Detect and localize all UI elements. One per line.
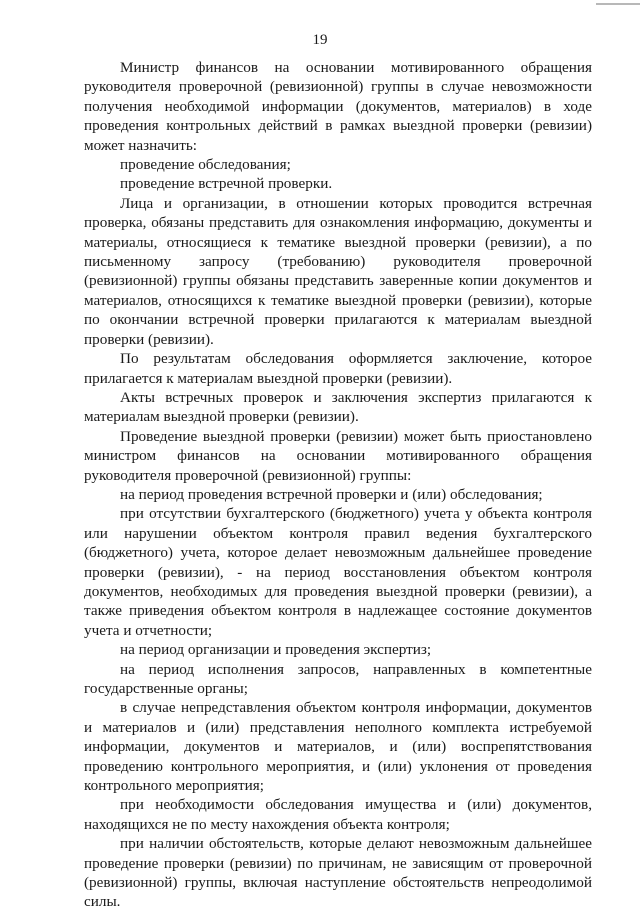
- document-body: [84, 58, 592, 912]
- list-item-suspension-property: при необходимости обследования имущества и (или) документов, находящихся не по месту нахождения объекта контроля;: [84, 796, 592, 833]
- list-item-suspension-expertise: на период организации и проведения экспертиз;: [120, 641, 432, 659]
- list-item-suspension-nondisclosure: в случае непредставления объектом контроля информации, документов и материалов и (или) представления неполного комплекта истребуемой информации, документов и материалов, и (или) воспрепятствования проведению контрольного мероприятия, и (или) уклонения от проведения контрольного мероприятия;: [84, 699, 592, 795]
- page-number: 19: [312, 32, 328, 48]
- paragraph-persons-obliged: Лица и организации, в отношении которых проводится встречная проверка, обязаны представить для ознакомления информацию, документы и материалы, относящиеся к тематике выездной проверки (ревизии), а по письменному запросу (требованию) руководителя проверочной (ревизионной) группы обязаны представить заверенные копии документов и материалов, относящихся к тематике выездной проверки (ревизии), которые по окончании встречной проверки прилагаются к материалам выездной проверки (ревизии).: [84, 194, 592, 348]
- list-item-inspection: проведение обследования;: [120, 156, 291, 174]
- list-item-suspension-force-majeure: при наличии обстоятельств, которые делают невозможным дальнейшее проведение проверки (ревизии) по причинам, не зависящим от проверочной (ревизионной) группы, включая наступление обстоятельств непреодолимой силы.: [84, 835, 592, 911]
- list-item-counter-check: проведение встречной проверки.: [120, 175, 333, 193]
- paragraph-inspection-conclusion: По результатам обследования оформляется заключение, которое прилагается к материалам выездной проверки (ревизии).: [84, 350, 592, 387]
- scan-edge-mark: [596, 3, 640, 5]
- list-item-suspension-counter-check: на период проведения встречной проверки и (или) обследования;: [120, 485, 543, 503]
- list-item-suspension-accounting: при отсутствии бухгалтерского (бюджетного) учета у объекта контроля или нарушении объектом контроля правил ведения бухгалтерского (бюджетного) учета, которое делает невозможным дальнейшее проведение проверки (ревизии), - на период восстановления объектом контроля документов, необходимых для проведения выездной проверки (ревизии), а также приведения объектом контроля в надлежащее состояние документов учета и отчетности;: [84, 505, 592, 639]
- paragraph-acts-attached: Акты встречных проверок и заключения экспертиз прилагаются к материалам выездной проверки (ревизии).: [84, 388, 592, 426]
- list-item-suspension-requests: на период исполнения запросов, направленных в компетентные государственные органы;: [84, 660, 592, 697]
- paragraph-suspension: Проведение выездной проверки (ревизии) может быть приостановлено министром финансов на основании мотивированного обращения руководителя проверочной (ревизионной) группы:: [84, 427, 592, 484]
- paragraph-minister-may-appoint: Министр финансов на основании мотивированного обращения руководителя проверочной (ревизионной) группы в случае невозможности получения необходимой информации (документов, материалов) в ходе проведения контрольных действий в рамках выездной проверки (ревизии) может назначить:: [84, 59, 592, 154]
